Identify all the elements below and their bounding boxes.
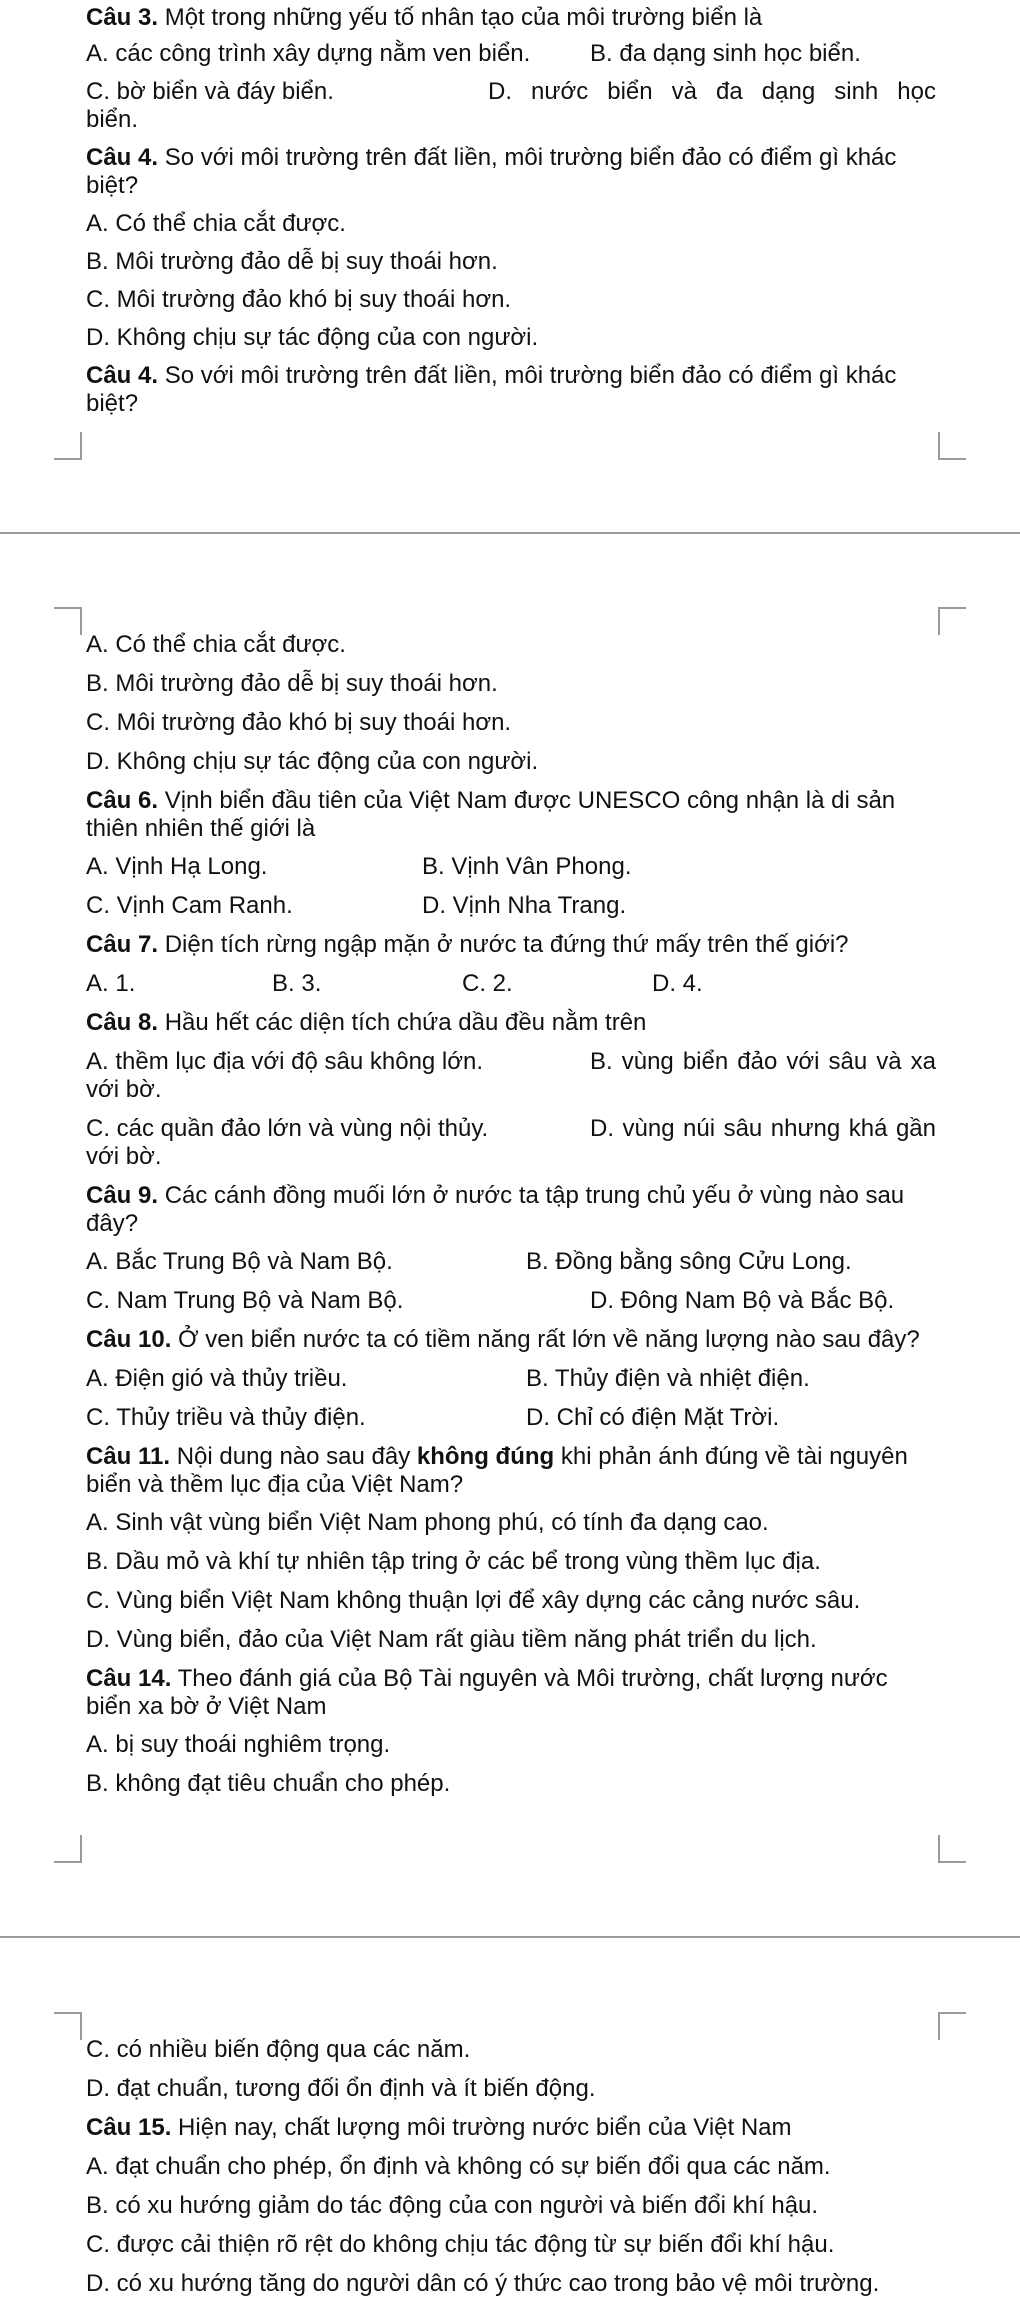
page-corner-mark	[54, 432, 82, 460]
option-a: A. bị suy thoái nghiêm trọng.	[86, 1731, 391, 1758]
option-c: C. bờ biển và đáy biển.	[86, 78, 334, 105]
option-d-continued: biển.	[86, 106, 139, 133]
question-text-continued: biển xa bờ ở Việt Nam	[86, 1693, 327, 1720]
question-text-continued: biệt?	[86, 390, 139, 417]
option-c: C. Vịnh Cam Ranh.	[86, 892, 293, 919]
option-d: D. Vùng biển, đảo của Việt Nam rất giàu tiềm năng phát triển du lịch.	[86, 1626, 817, 1653]
option-c: C. Môi trường đảo khó bị suy thoái hơn.	[86, 709, 512, 736]
option-c: C. Thủy triều và thủy điện.	[86, 1404, 366, 1431]
question-number: Câu 8.	[86, 1009, 159, 1036]
question-number: Câu 6.	[86, 787, 159, 814]
question-11	[86, 1443, 936, 1665]
question-3	[86, 4, 936, 144]
question-text: khi phản ánh đúng về tài nguyên	[554, 1443, 908, 1470]
question-number: Câu 15.	[86, 2114, 172, 2141]
option-b: B. Môi trường đảo dễ bị suy thoái hơn.	[86, 670, 498, 697]
option-c: C. có nhiều biến động qua các năm.	[86, 2036, 471, 2063]
question-text: Vịnh biển đầu tiên của Việt Nam được UNESCO công nhận là di sản	[158, 787, 896, 814]
question-number: Câu 4.	[86, 144, 159, 171]
option-c: C. 2.	[462, 970, 513, 997]
page-2	[0, 535, 1020, 1930]
question-text: Hầu hết các diện tích chứa dầu đều nằm trên	[158, 1009, 647, 1036]
option-c: C. Vùng biển Việt Nam không thuận lợi để xây dựng các cảng nước sâu.	[86, 1587, 861, 1614]
question-4	[86, 144, 936, 362]
page-3-content	[86, 2036, 936, 2309]
question-4-repeat	[86, 362, 936, 418]
question-14	[86, 1665, 936, 1809]
question-14-options	[86, 2036, 936, 2114]
option-a: A. Bắc Trung Bộ và Nam Bộ.	[86, 1248, 393, 1275]
option-continued: với bờ.	[86, 1076, 162, 1103]
option-b: B. có xu hướng giảm do tác động của con người và biến đổi khí hậu.	[86, 2192, 819, 2219]
option-c: C. các quần đảo lớn và vùng nội thủy.	[86, 1115, 489, 1142]
page-corner-mark	[54, 2012, 82, 2040]
question-text: Các cánh đồng muối lớn ở nước ta tập trung chủ yếu ở vùng nào sau	[158, 1182, 905, 1209]
option-c: C. được cải thiện rõ rệt do không chịu tác động từ sự biến đổi khí hậu.	[86, 2231, 835, 2258]
option-a: A. các công trình xây dựng nằm ven biển.	[86, 40, 531, 67]
option-b: B. Thủy điện và nhiệt điện.	[526, 1365, 810, 1392]
question-number: Câu 4.	[86, 362, 159, 389]
question-text-emphasis: không đúng	[416, 1443, 555, 1470]
page-3	[0, 1940, 1020, 2310]
question-text: Hiện nay, chất lượng môi trường nước biển của Việt Nam	[171, 2114, 792, 2141]
option-d: D. Vịnh Nha Trang.	[422, 892, 627, 919]
question-text-continued: thiên nhiên thế giới là	[86, 815, 316, 842]
option-a: A. 1.	[86, 970, 136, 997]
page-corner-mark	[938, 607, 966, 635]
page-separator	[0, 1936, 1020, 1938]
option-d: D. có xu hướng tăng do người dân có ý thức cao trong bảo vệ môi trường.	[86, 2270, 880, 2297]
question-number: Câu 11.	[86, 1443, 171, 1470]
page-corner-mark	[938, 432, 966, 460]
question-text: Nội dung nào sau đây	[170, 1443, 417, 1470]
option-a: A. Có thể chia cắt được.	[86, 210, 346, 237]
option-c: C. Nam Trung Bộ và Nam Bộ.	[86, 1287, 404, 1314]
question-text-continued: đây?	[86, 1210, 139, 1237]
question-text: Theo đánh giá của Bộ Tài nguyên và Môi trường, chất lượng nước	[171, 1665, 888, 1692]
question-text-continued: biệt?	[86, 172, 139, 199]
question-15	[86, 2114, 936, 2309]
question-number: Câu 7.	[86, 931, 159, 958]
page-separator	[0, 532, 1020, 534]
option-d: D. đạt chuẩn, tương đối ổn định và ít biến động.	[86, 2075, 596, 2102]
option-a: A. đạt chuẩn cho phép, ổn định và không có sự biến đổi qua các năm.	[86, 2153, 831, 2180]
page-2-content	[86, 631, 936, 1809]
option-b: B. Vịnh Vân Phong.	[422, 853, 632, 880]
question-10	[86, 1326, 936, 1443]
question-text: Một trong những yếu tố nhân tạo của môi trường biển là	[158, 4, 763, 31]
option-d: D. 4.	[652, 970, 703, 997]
page-1-content	[86, 4, 936, 418]
option-d: D. Không chịu sự tác động của con người.	[86, 324, 539, 351]
option-continued: với bờ.	[86, 1143, 162, 1170]
question-text: Ở ven biển nước ta có tiềm năng rất lớn về năng lượng nào sau đây?	[171, 1326, 920, 1353]
option-b: B. 3.	[272, 970, 322, 997]
option-d: D. Đông Nam Bộ và Bắc Bộ.	[590, 1287, 895, 1314]
option-c: C. Môi trường đảo khó bị suy thoái hơn.	[86, 286, 512, 313]
option-b: B. đa dạng sinh học biển.	[590, 40, 861, 67]
page-corner-mark	[54, 1835, 82, 1863]
option-b: B. Đồng bằng sông Cửu Long.	[526, 1248, 852, 1275]
question-number: Câu 14.	[86, 1665, 172, 1692]
page-1	[0, 0, 1020, 530]
option-a: A. Sinh vật vùng biển Việt Nam phong phú, có tính đa dạng cao.	[86, 1509, 769, 1536]
option-b: B. không đạt tiêu chuẩn cho phép.	[86, 1770, 451, 1797]
option-a: A. Vịnh Hạ Long.	[86, 853, 268, 880]
option-d: D. Không chịu sự tác động của con người.	[86, 748, 539, 775]
question-text-continued: biển và thềm lục địa của Việt Nam?	[86, 1471, 464, 1498]
option-b: B. vùng biển đảo với sâu và xa	[590, 1048, 936, 1075]
option-a: A. Có thể chia cắt được.	[86, 631, 346, 658]
question-text: Diện tích rừng ngập mặn ở nước ta đứng thứ mấy trên thế giới?	[158, 931, 849, 958]
option-d: D. vùng núi sâu nhưng khá gần	[590, 1115, 936, 1142]
question-7	[86, 931, 936, 1009]
question-6	[86, 787, 936, 931]
option-d: D. nước biển và đa dạng sinh học	[488, 78, 936, 105]
question-8	[86, 1009, 936, 1182]
question-text: So với môi trường trên đất liền, môi trường biển đảo có điểm gì khác	[158, 144, 897, 171]
page-corner-mark	[938, 1835, 966, 1863]
question-9	[86, 1182, 936, 1326]
option-d: D. Chỉ có điện Mặt Trời.	[526, 1404, 780, 1431]
option-a: A. Điện gió và thủy triều.	[86, 1365, 348, 1392]
question-text: So với môi trường trên đất liền, môi trường biển đảo có điểm gì khác	[158, 362, 897, 389]
question-4-options	[86, 631, 936, 787]
option-a: A. thềm lục địa với độ sâu không lớn.	[86, 1048, 484, 1075]
page-corner-mark	[54, 607, 82, 635]
page-corner-mark	[938, 2012, 966, 2040]
question-number: Câu 3.	[86, 4, 159, 31]
question-number: Câu 10.	[86, 1326, 172, 1353]
option-b: B. Môi trường đảo dễ bị suy thoái hơn.	[86, 248, 498, 275]
option-b: B. Dầu mỏ và khí tự nhiên tập tring ở các bể trong vùng thềm lục địa.	[86, 1548, 821, 1575]
question-number: Câu 9.	[86, 1182, 159, 1209]
